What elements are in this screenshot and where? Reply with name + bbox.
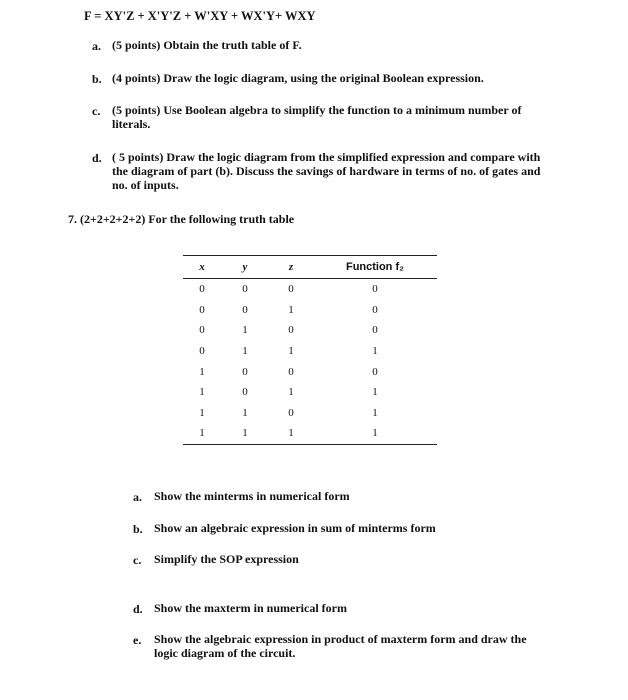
- cell-y: 1: [242, 406, 248, 419]
- item-label: e.: [133, 633, 142, 647]
- cell-f: 1: [372, 406, 378, 419]
- item-text: literals.: [112, 117, 151, 131]
- item-label: a.: [92, 39, 101, 53]
- item-label: b.: [133, 522, 143, 536]
- table-row: [183, 423, 437, 444]
- item-text: ( 5 points) Draw the logic diagram from the simplified expression and compare with: [112, 150, 541, 164]
- item-text: (5 points) Use Boolean algebra to simplify the function to a minimum number of: [112, 103, 522, 117]
- cell-f: 1: [372, 386, 378, 399]
- header-y: y: [221, 256, 269, 279]
- item-text: Show the maxterm in numerical form: [154, 601, 347, 615]
- table-row: [183, 300, 437, 321]
- item-text: Show an algebraic expression in sum of minterms form: [154, 521, 436, 535]
- item-label: d.: [92, 151, 102, 165]
- item-text: no. of inputs.: [112, 178, 179, 192]
- table-row: [183, 320, 437, 341]
- cell-y: 1: [242, 324, 248, 337]
- cell-f: 0: [372, 303, 378, 316]
- item-text: Show the minterms in numerical form: [154, 489, 350, 503]
- cell-x: 0: [199, 283, 205, 296]
- truth-table-body: [183, 279, 437, 445]
- cell-y: 0: [242, 303, 248, 316]
- table-row: [183, 279, 437, 300]
- item-label: c.: [133, 553, 142, 567]
- cell-y: 0: [242, 365, 248, 378]
- cell-f: 1: [372, 345, 378, 358]
- cell-z: 1: [288, 345, 294, 358]
- cell-f: 1: [313, 423, 437, 444]
- cell-f: 0: [372, 283, 378, 296]
- cell-z: 0: [288, 365, 294, 378]
- cell-z: 1: [288, 303, 294, 316]
- header-x: x: [183, 256, 221, 279]
- cell-x: 0: [199, 303, 205, 316]
- item-text: the diagram of part (b). Discuss the savings of hardware in terms of no. of gates and: [112, 164, 541, 178]
- item-label: a.: [133, 490, 142, 504]
- cell-y: 1: [221, 423, 269, 444]
- boolean-expression: F = XY'Z + X'Y'Z + W'XY + WX'Y+ WXY: [84, 9, 316, 23]
- table-row: [183, 361, 437, 382]
- item-label: d.: [133, 602, 143, 616]
- cell-x: 1: [199, 386, 205, 399]
- cell-y: 0: [242, 386, 248, 399]
- cell-x: 1: [199, 406, 205, 419]
- item-label: b.: [92, 72, 102, 86]
- item-label: c.: [92, 104, 101, 118]
- cell-y: 0: [242, 283, 248, 296]
- question-7-heading: 7. (2+2+2+2+2) For the following truth table: [68, 212, 295, 226]
- table-row: [183, 382, 437, 403]
- cell-x: 1: [199, 365, 205, 378]
- header-z: z: [269, 256, 313, 279]
- item-text: (5 points) Obtain the truth table of F.: [112, 38, 302, 52]
- cell-z: 1: [288, 386, 294, 399]
- cell-z: 1: [269, 423, 313, 444]
- cell-f: 0: [372, 324, 378, 337]
- cell-x: 0: [199, 324, 205, 337]
- cell-f: 0: [372, 365, 378, 378]
- header-function: Function f₂: [313, 256, 437, 279]
- item-text: Show the algebraic expression in product of maxterm form and draw the: [154, 632, 527, 646]
- table-row: [183, 403, 437, 424]
- truth-table: [183, 255, 437, 445]
- cell-z: 0: [288, 324, 294, 337]
- cell-z: 0: [288, 283, 294, 296]
- item-text: Simplify the SOP expression: [154, 552, 299, 566]
- cell-x: 1: [183, 423, 221, 444]
- item-text: (4 points) Draw the logic diagram, using the original Boolean expression.: [112, 71, 484, 85]
- cell-x: 0: [199, 345, 205, 358]
- item-text: logic diagram of the circuit.: [154, 646, 296, 660]
- truth-table-header-row: [183, 256, 437, 279]
- cell-y: 1: [242, 345, 248, 358]
- table-row: [183, 341, 437, 362]
- cell-z: 0: [288, 406, 294, 419]
